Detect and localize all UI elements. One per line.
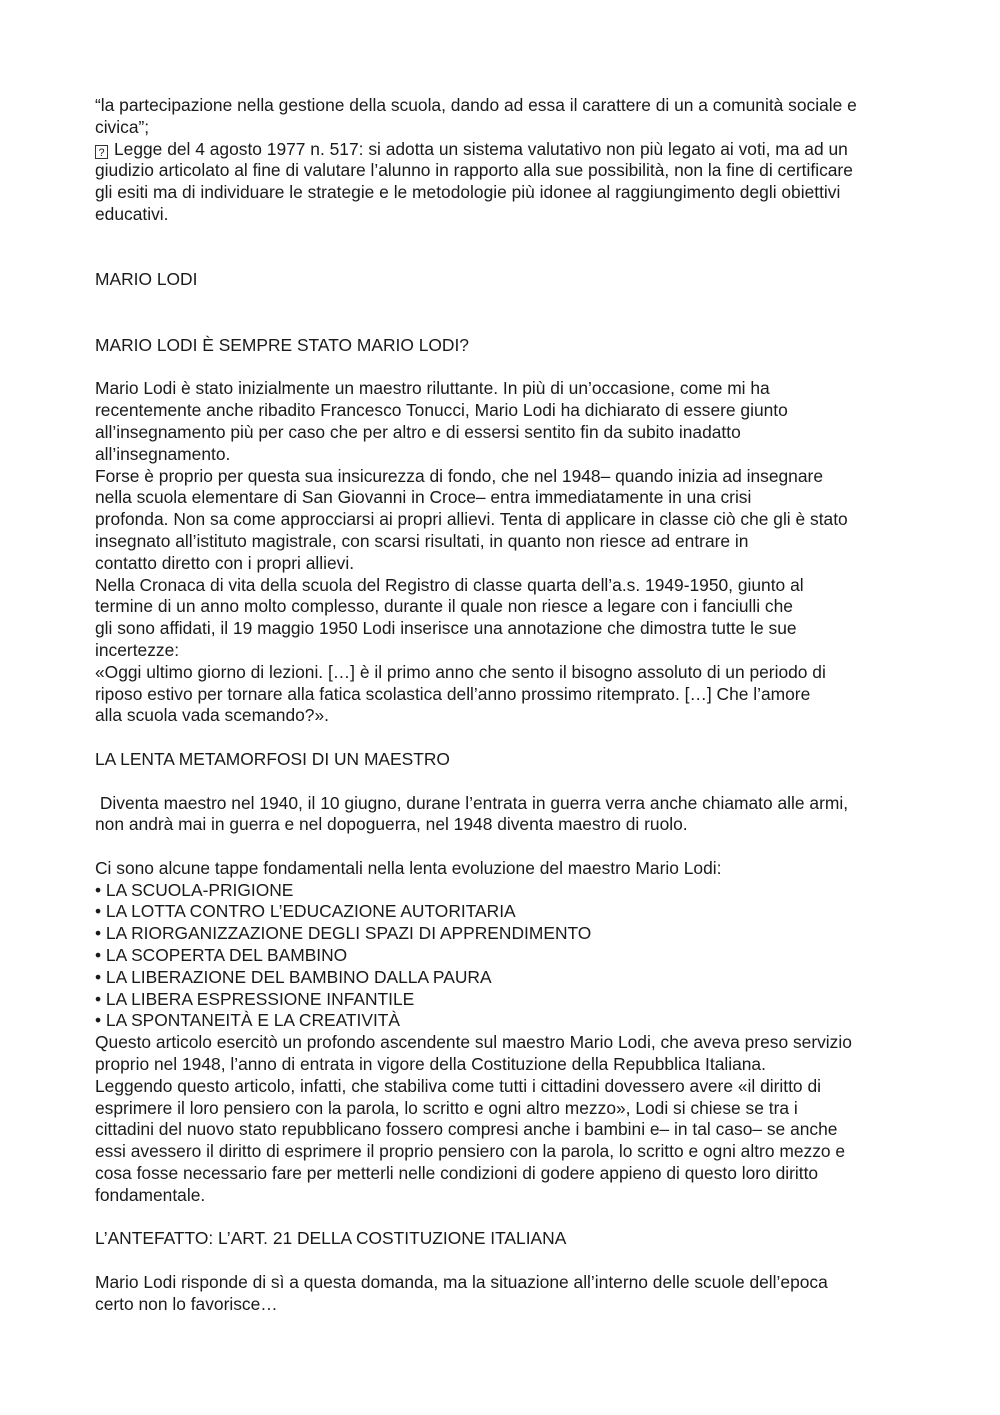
text-line: non andrà mai in guerra e nel dopoguerra, nel 1948 diventa maestro di ruolo.	[95, 814, 688, 835]
paragraph-1	[95, 378, 915, 727]
text-line: proprio nel 1948, l’anno di entrata in vigore della Costituzione della Repubblica Italiana.	[95, 1054, 766, 1075]
text-line: gli sono affidati, il 19 maggio 1950 Lodi inserisce una annotazione che dimostra tutte le sue	[95, 618, 797, 639]
heading-mario-lodi: MARIO LODI	[95, 269, 198, 290]
text-line: cosa fosse necessario fare per metterli nelle condizioni di godere appieno di questo loro diritto	[95, 1163, 819, 1184]
heading-antefatto: L’ANTEFATTO: L’ART. 21 DELLA COSTITUZIONE ITALIANA	[95, 1228, 567, 1249]
paragraph-2	[95, 793, 915, 837]
text-line: Diventa maestro nel 1940, il 10 giugno, durane l’entrata in guerra verra anche chiamato alle armi,	[95, 792, 849, 813]
text-line	[95, 139, 915, 161]
text-line: incertezze:	[95, 639, 180, 660]
heading-metamorfosi: LA LENTA METAMORFOSI DI UN MAESTRO	[95, 748, 450, 769]
text-line: Forse è proprio per questa sua insicurezza di fondo, che nel 1948– quando inizia ad insegnare	[95, 465, 823, 486]
text-line: Questo articolo esercitò un profondo ascendente sul maestro Mario Lodi, che aveva preso servizio	[95, 1032, 852, 1053]
text-line: essi avessero il diritto di esprimere il proprio pensiero con la parola, lo scritto e ogni altro mezzo e	[95, 1141, 846, 1162]
text-line: nella scuola elementare di San Giovanni in Croce– entra immediatamente in una crisi	[95, 487, 752, 508]
list-item: • LA SCOPERTA DEL BAMBINO	[95, 945, 348, 966]
text-line: all’insegnamento.	[95, 443, 231, 464]
list-item: • LA SCUOLA-PRIGIONE	[95, 879, 294, 900]
text-line: “la partecipazione nella gestione della scuola, dando ad essa il carattere di un a comunità sociale e	[95, 95, 857, 115]
spacer	[95, 1207, 915, 1229]
text-line: civica”;	[95, 116, 150, 137]
text-line: «Oggi ultimo giorno di lezioni. […] è il primo anno che sento il bisogno assoluto di un periodo di	[95, 661, 826, 682]
text-line: contatto diretto con i propri allievi.	[95, 552, 355, 573]
paragraph-3	[95, 858, 915, 1207]
missing-glyph-icon: ?	[95, 145, 108, 159]
spacer	[95, 357, 915, 379]
text-line: certo non lo favorisce…	[95, 1293, 278, 1314]
text-line: giudizio articolato al fine di valutare l’alunno in rapporto alla sue possibilità, non la fine di certificare	[95, 160, 853, 181]
document-page	[95, 95, 915, 1316]
text-line: educativi.	[95, 203, 169, 224]
spacer	[95, 226, 915, 270]
text-line: all’insegnamento più per caso che per altro e di essersi sentito fin da subito inadatto	[95, 421, 741, 442]
list-item: • LA LOTTA CONTRO L’EDUCAZIONE AUTORITARIA	[95, 901, 516, 922]
legge-text: Legge del 4 agosto 1977 n. 517: si adotta un sistema valutativo non più legato ai voti, ma ad un	[114, 138, 848, 159]
list-item: • LA SPONTANEITÀ E LA CREATIVITÀ	[95, 1010, 401, 1031]
text-line: riposo estivo per tornare alla fatica scolastica dell’anno prossimo ritemprato. […] Che l’amore	[95, 683, 811, 704]
list-item: • LA LIBERAZIONE DEL BAMBINO DALLA PAURA	[95, 966, 492, 987]
text-line: gli esiti ma di individuare le strategie e le metodologie più idonee al raggiungimento degli obiettivi	[95, 182, 841, 203]
text-line: Mario Lodi risponde di sì a questa domanda, ma la situazione all’interno delle scuole dell’epoca	[95, 1272, 828, 1293]
text-line: recentemente anche ribadito Francesco Tonucci, Mario Lodi ha dichiarato di essere giunto	[95, 400, 788, 421]
text-line: Ci sono alcune tappe fondamentali nella lenta evoluzione del maestro Mario Lodi:	[95, 857, 722, 878]
text-line: insegnato all’istituto magistrale, con scarsi risultati, in quanto non riesce ad entrare in	[95, 530, 749, 551]
text-line: Nella Cronaca di vita della scuola del Registro di classe quarta dell’a.s. 1949-1950, giunto al	[95, 574, 804, 595]
text-line: alla scuola vada scemando?».	[95, 705, 329, 726]
text-line: Mario Lodi è stato inizialmente un maestro riluttante. In più di un’occasione, come mi ha	[95, 378, 770, 399]
spacer	[95, 291, 915, 335]
text-line: fondamentale.	[95, 1184, 206, 1205]
text-line: cittadini del nuovo stato repubblicano fossero compresi anche i bambini e– in tal caso– se anche	[95, 1119, 838, 1140]
text-line: termine di un anno molto complesso, durante il quale non riesce a legare con i fanciulli che	[95, 596, 793, 617]
list-item: • LA LIBERA ESPRESSIONE INFANTILE	[95, 988, 415, 1009]
intro-block	[95, 95, 915, 226]
list-item: • LA RIORGANIZZAZIONE DEGLI SPAZI DI APPRENDIMENTO	[95, 923, 592, 944]
spacer	[95, 727, 915, 749]
paragraph-5	[95, 1272, 915, 1316]
heading-sempre-stato: MARIO LODI È SEMPRE STATO MARIO LODI?	[95, 334, 469, 355]
spacer	[95, 1250, 915, 1272]
text-line: Leggendo questo articolo, infatti, che stabiliva come tutti i cittadini dovessero avere «il diritto di	[95, 1075, 821, 1096]
text-line: esprimere il loro pensiero con la parola, lo scritto e ogni altro mezzo», Lodi si chiese se tra i	[95, 1097, 798, 1118]
spacer	[95, 771, 915, 793]
text-line: profonda. Non sa come approcciarsi ai propri allievi. Tenta di applicare in classe ciò che gli è stato	[95, 509, 848, 530]
spacer	[95, 836, 915, 858]
